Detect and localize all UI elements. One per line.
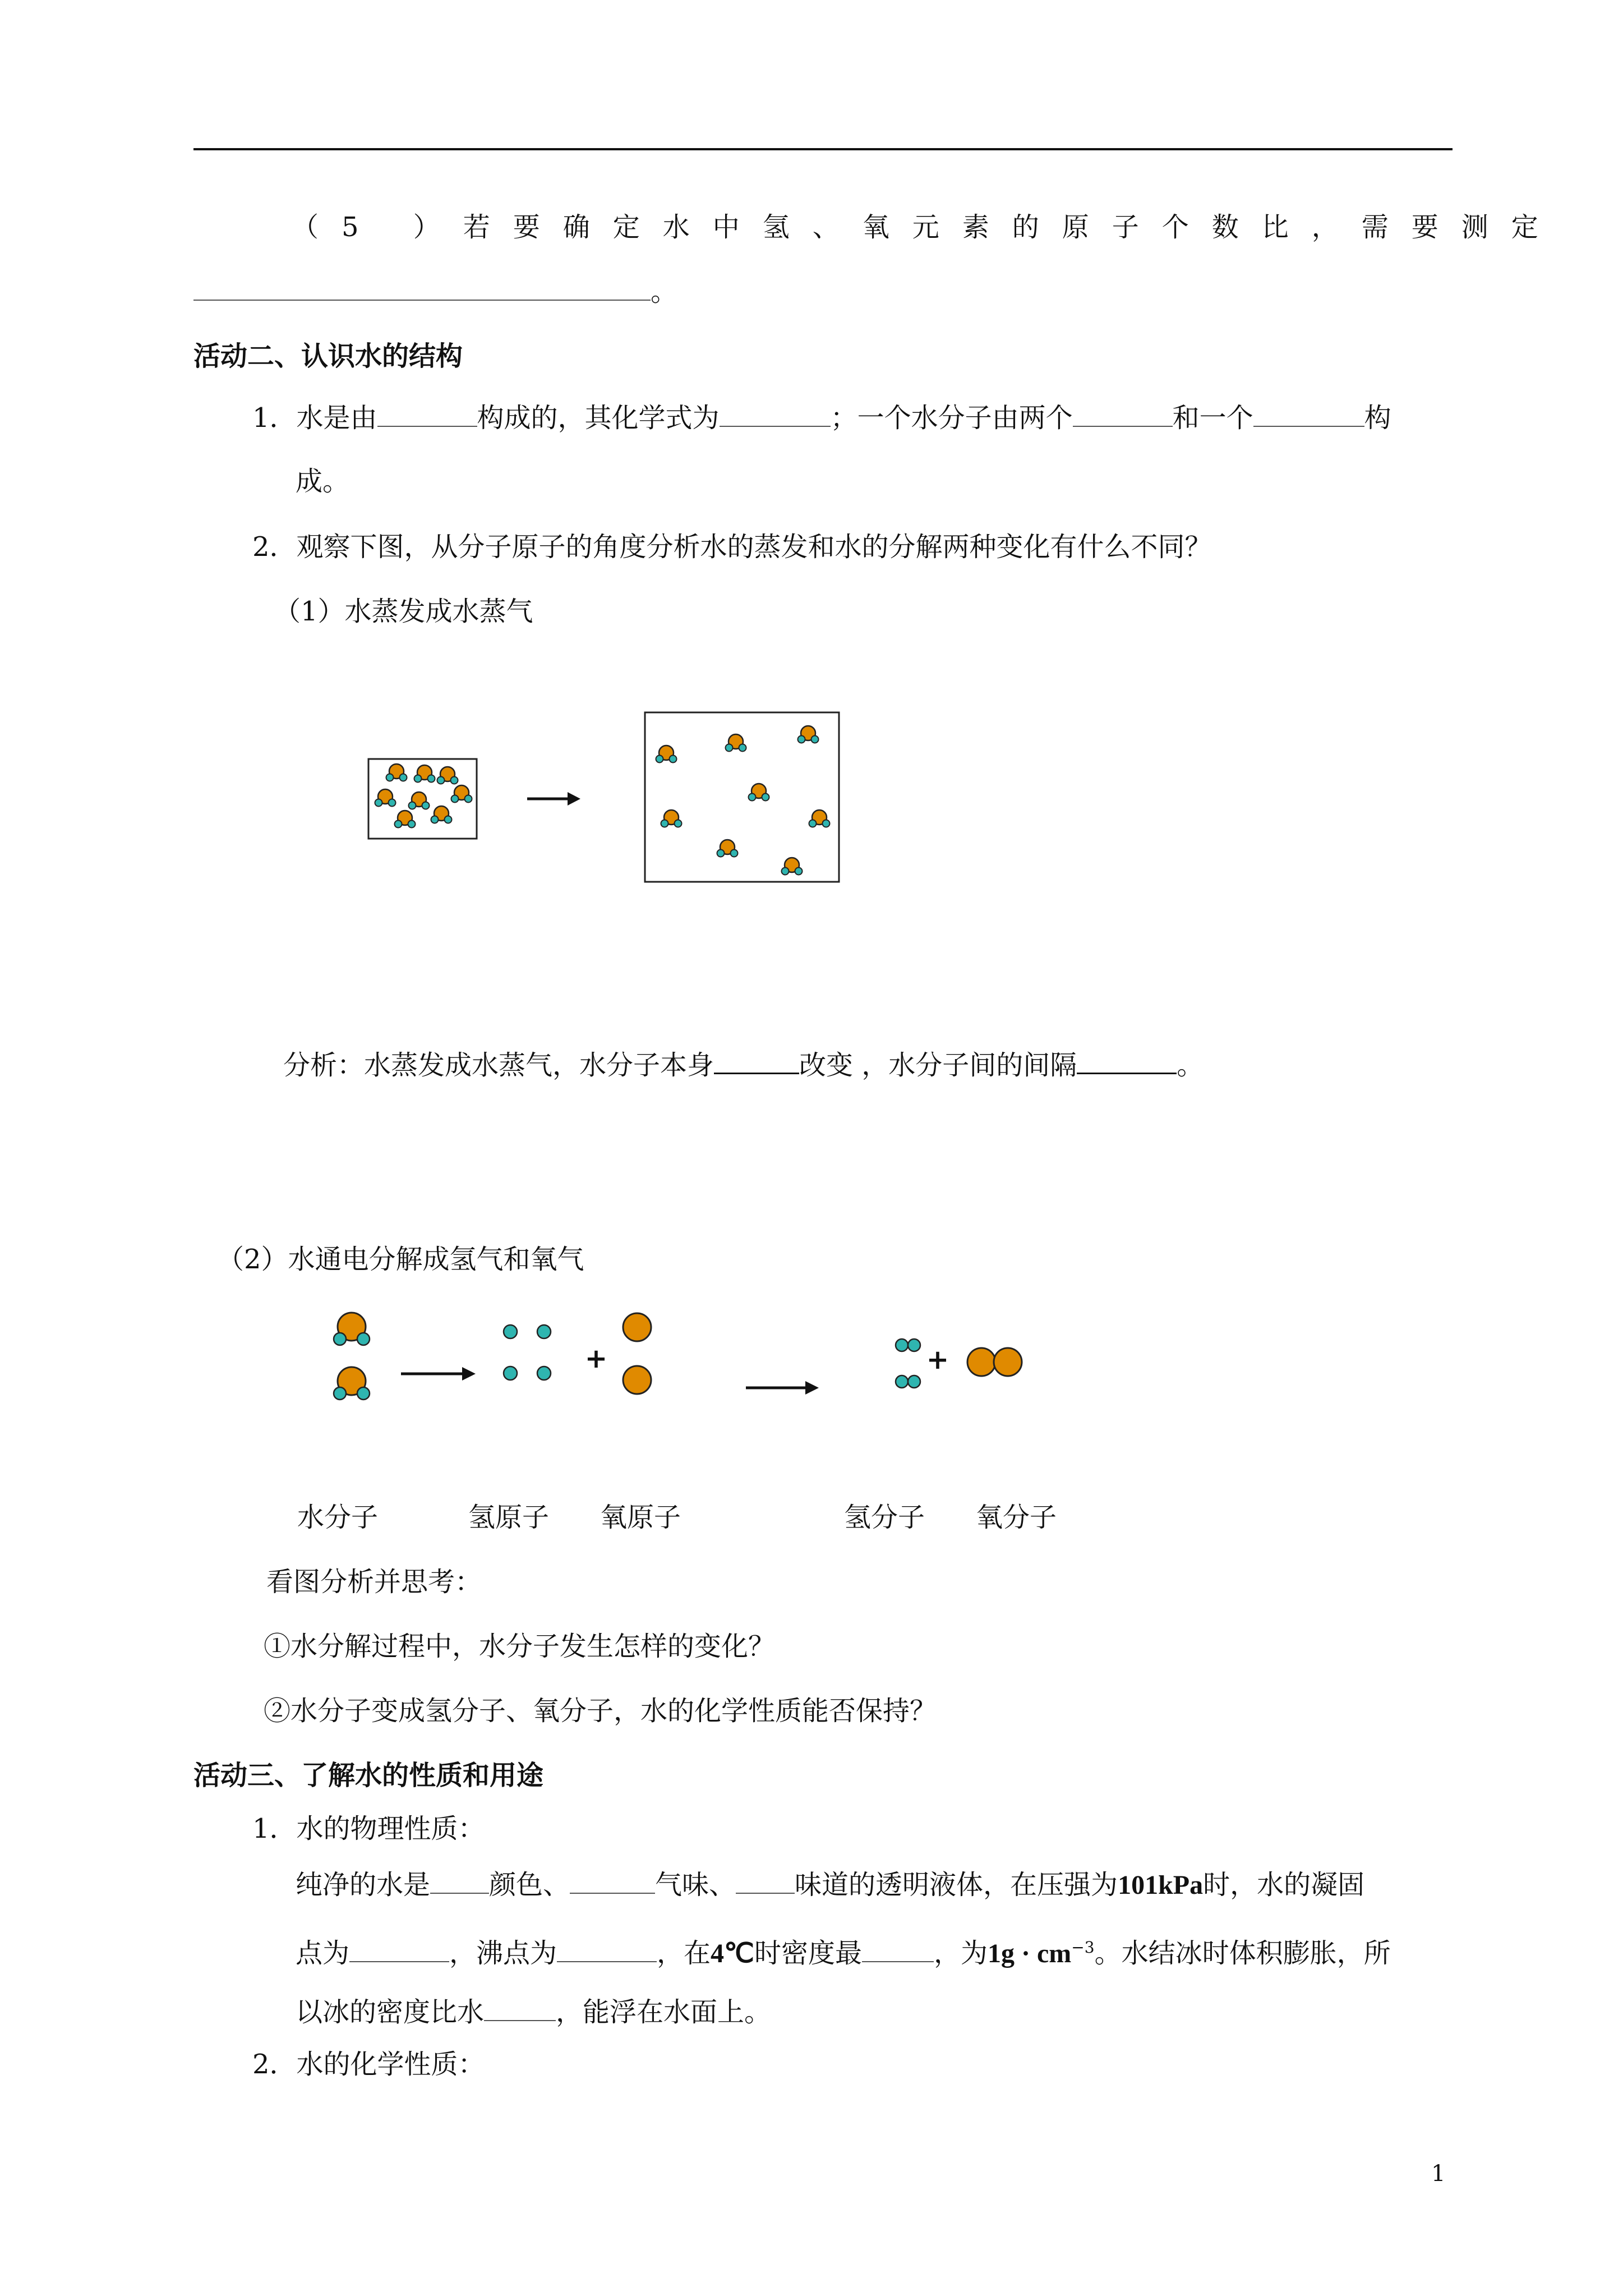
- hydrogen-atom: [504, 1366, 517, 1380]
- label-water-molecule: 水分子: [297, 1502, 379, 1533]
- label-hydrogen-molecule: 氢分子: [844, 1502, 925, 1533]
- act3-item2: 2．水的化学性质：: [252, 2049, 485, 2080]
- item1-text-d: 和一个: [1172, 402, 1253, 434]
- hydrogen-atom: [537, 1366, 551, 1380]
- p2-text-d: 时密度最: [754, 1938, 862, 1969]
- item1-text-b: 构成的，其化学式为: [477, 402, 720, 434]
- oxygen-molecule-atom: [967, 1348, 995, 1376]
- p1-text-c: 气味、: [655, 1869, 736, 1901]
- sub1-heading: （1）水蒸发成水蒸气: [274, 596, 533, 627]
- item1-text-c: ；一个水分子由两个: [830, 402, 1073, 434]
- blank-ice-density[interactable]: [484, 1995, 556, 2021]
- act3-title: 活动三、了解水的性质和用途: [193, 1760, 544, 1791]
- plus-sign: +: [926, 1344, 949, 1375]
- act2-title: 活动二、认识水的结构: [193, 341, 463, 372]
- density-exponent: −3: [1071, 1938, 1095, 1957]
- blank-boiling-point[interactable]: [557, 1936, 657, 1962]
- p1-text-b: 颜色、: [489, 1869, 570, 1901]
- act3-item1: 1．水的物理性质：: [252, 1813, 485, 1844]
- item1-text-a: 1．水是由: [252, 402, 377, 434]
- blank-odor[interactable]: [570, 1868, 655, 1894]
- label-oxygen-molecule: 氧分子: [976, 1502, 1057, 1533]
- oxygen-molecule-atom: [994, 1348, 1022, 1376]
- temperature-value: 4℃: [711, 1939, 754, 1968]
- p1-text-e: 时，水的凝固: [1203, 1869, 1365, 1901]
- combine-arrowhead: [805, 1381, 819, 1395]
- analysis-text-c: 。: [1177, 1050, 1204, 1081]
- water-molecule-large: [334, 1367, 370, 1400]
- p2-text-b: ，沸点为: [449, 1938, 557, 1969]
- label-oxygen-atom: 氧原子: [600, 1502, 681, 1533]
- label-hydrogen-atom: 氢原子: [468, 1502, 550, 1533]
- hydrogen-atom: [537, 1325, 551, 1338]
- pressure-value: 101kPa: [1118, 1870, 1204, 1900]
- physical-props-line1: [296, 1868, 1364, 1902]
- blank-freezing-point[interactable]: [349, 1936, 449, 1962]
- sub2-heading: （2）水通电分解成氢气和氧气: [217, 1244, 584, 1275]
- hydrogen-atom: [504, 1325, 517, 1338]
- question-1: ①水分解过程中，水分子发生怎样的变化？: [264, 1631, 776, 1662]
- oxygen-atom: [623, 1313, 651, 1341]
- hydrogen-molecule-atom: [896, 1375, 908, 1388]
- analysis-text-b: 改变 ，水分子间的间隔: [799, 1050, 1077, 1081]
- hydrogen-molecule-atom: [896, 1339, 908, 1351]
- p1-text-d: 味道的透明液体，在压强为: [795, 1869, 1118, 1901]
- p3-text-b: ，能浮在水面上。: [556, 1996, 772, 2028]
- blank-density-max[interactable]: [862, 1936, 934, 1962]
- density-unit: 1g · cm: [987, 1939, 1072, 1968]
- water-molecule-large: [334, 1313, 370, 1345]
- blank-color[interactable]: [430, 1868, 489, 1894]
- q5-end: 。: [651, 276, 678, 307]
- physical-props-line3: [296, 1995, 771, 2029]
- p1-text-a: 纯净的水是: [296, 1869, 431, 1901]
- p2-text-a: 点为: [296, 1938, 350, 1969]
- p2-text-e: ，为: [933, 1938, 988, 1969]
- item1-continuation: 成。: [296, 466, 350, 497]
- p2-text-c: ，在: [657, 1938, 711, 1969]
- hydrogen-molecule-atom: [908, 1375, 920, 1388]
- page-number: 1: [1431, 2161, 1446, 2187]
- think-prompt: 看图分析并思考：: [266, 1566, 482, 1598]
- plus-sign: +: [584, 1343, 608, 1374]
- physical-props-line2: [296, 1931, 1391, 1971]
- question-2: ②水分子变成氢分子、氧分子，水的化学性质能否保持？: [264, 1695, 937, 1727]
- blank-taste[interactable]: [736, 1868, 795, 1894]
- decompose-arrowhead: [462, 1367, 476, 1381]
- hydrogen-molecule-atom: [908, 1339, 920, 1351]
- p2-text-f: 。水结冰时体积膨胀，所: [1094, 1938, 1391, 1969]
- item1-text-e: 构: [1364, 402, 1391, 434]
- act2-item2: 2．观察下图，从分子原子的角度分析水的蒸发和水的分解两种变化有什么不同？: [252, 531, 1212, 563]
- p3-text-a: 以冰的密度比水: [296, 1996, 485, 2028]
- analysis-text-a: 分析：水蒸发成水蒸气，水分子本身: [283, 1050, 714, 1081]
- oxygen-atom: [623, 1366, 651, 1394]
- q5-label: （5 ）若要确定水中氢、氧元素的原子个数比，需要测定: [292, 211, 1561, 243]
